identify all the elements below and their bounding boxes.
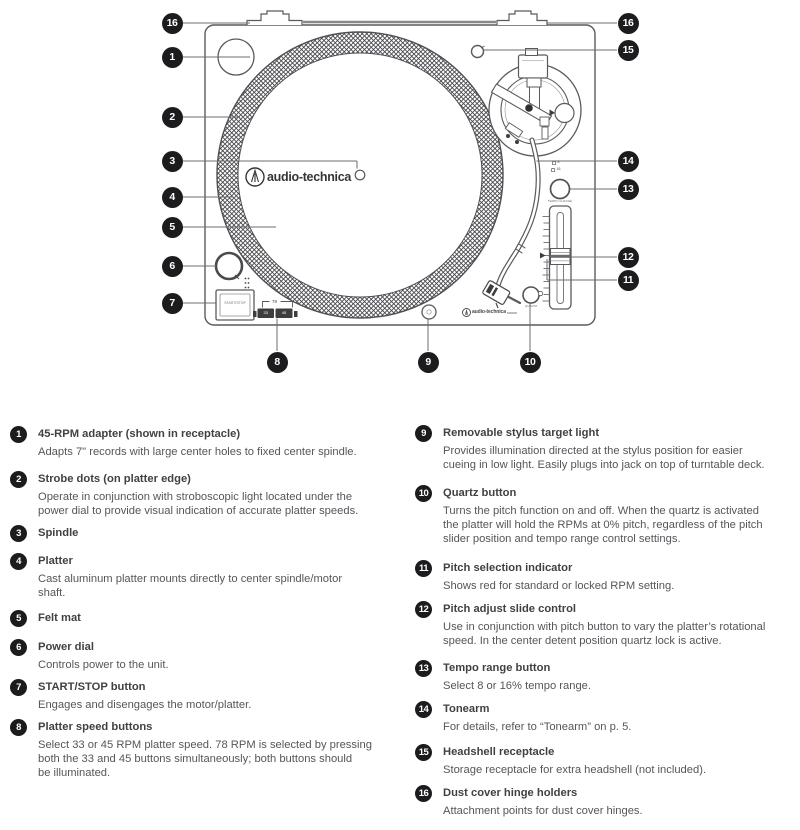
callout-6: 6 <box>162 256 183 277</box>
counterweight <box>555 104 574 123</box>
legend-num-10: 10 <box>415 485 432 502</box>
callout-16-left: 16 <box>162 13 183 34</box>
callout-11: 11 <box>618 270 639 291</box>
callout-4: 4 <box>162 187 183 208</box>
legend-title: Pitch adjust slide control <box>443 603 577 615</box>
legend-item-7 <box>10 681 251 712</box>
legend-title: Platter <box>38 555 73 567</box>
legend-title: Pitch selection indicator <box>443 562 573 574</box>
tempo-16-label: 16 <box>556 167 561 171</box>
legend-item-14 <box>415 703 631 734</box>
legend-body: Provides illumination directed at the stylus position for easier cueing in low light. Easily plugs into jack on top of turntable deck. <box>443 445 765 471</box>
tempo-change-label: TEMPO CHANGE <box>547 199 573 203</box>
legend-body: Turns the pitch function on and off. When the quartz is activated the platter will hold the RPMs at 0% pitch, regardless of the pitch slider position and tempo range control settings. <box>443 505 763 545</box>
legend-body: Cast aluminum platter mounts directly to center spindle/motor shaft. <box>38 573 343 599</box>
legend-num-12: 12 <box>415 601 432 618</box>
legend-body: Controls power to the unit. <box>38 659 169 671</box>
legend-num-5: 5 <box>10 610 27 627</box>
callout-8: 8 <box>267 352 288 373</box>
legend-title: 45-RPM adapter (shown in receptacle) <box>38 428 241 440</box>
legend-num-16: 16 <box>415 785 432 802</box>
callout-12: 12 <box>618 247 639 268</box>
legend-num-7: 7 <box>10 679 27 696</box>
legend-item-6 <box>10 641 169 672</box>
callout-1: 1 <box>162 47 183 68</box>
label-45: 45 <box>281 310 287 315</box>
legend-item-2 <box>10 473 358 518</box>
label-33: 33 <box>263 310 268 315</box>
legend-title: Strobe dots (on platter edge) <box>38 473 191 485</box>
legend-item-4 <box>10 555 342 600</box>
callout-3: 3 <box>162 151 183 172</box>
legend-title: Dust cover hinge holders <box>443 787 578 799</box>
legend-body: Select 8 or 16% tempo range. <box>443 680 592 692</box>
legend-num-3: 3 <box>10 525 27 542</box>
headshell-receptacle <box>472 46 485 58</box>
stylus-light-jack <box>422 305 436 319</box>
legend-num-14: 14 <box>415 701 432 718</box>
callout-7: 7 <box>162 293 183 314</box>
legend-item-12 <box>415 603 765 648</box>
legend-num-11: 11 <box>415 560 432 577</box>
legend-num-1: 1 <box>10 426 27 443</box>
legend-body: Use in conjunction with pitch button to vary the platter’s rotational speed. In the center detent position quartz lock is active. <box>443 621 766 647</box>
legend-item-16 <box>415 787 643 818</box>
legend-num-2: 2 <box>10 471 27 488</box>
legend-body: Operate in conjunction with stroboscopic light located under the power dial to provide visual indication of accurate platter speeds. <box>38 491 359 517</box>
turntable-diagram <box>0 0 800 410</box>
legend-title: Headshell receptacle <box>443 746 555 758</box>
legend-body: Select 33 or 45 RPM platter speed. 78 RPM is selected by pressing both the 33 and 45 buttons simultaneously; both buttons should be illuminated. <box>38 739 372 779</box>
legend-num-4: 4 <box>10 553 27 570</box>
legend-title: Spindle <box>38 527 79 539</box>
start-stop-label: START/STOP <box>224 301 246 305</box>
legend-item-3 <box>10 527 78 540</box>
legend-body: Engages and disengages the motor/platter. <box>38 699 252 711</box>
legend-num-13: 13 <box>415 660 432 677</box>
legend-title: Platter speed buttons <box>38 721 153 733</box>
callout-15: 15 <box>618 40 639 61</box>
legend-item-1 <box>10 428 357 459</box>
legend-item-10 <box>415 487 763 546</box>
legend-num-9: 9 <box>415 425 432 442</box>
deck-wordmark: audio-technica <box>472 309 506 315</box>
legend-item-5 <box>10 612 81 625</box>
legend-title: Removable stylus target light <box>443 427 600 439</box>
legend-title: Tonearm <box>443 703 490 715</box>
legend-body: Shows red for standard or locked RPM setting. <box>443 580 675 592</box>
callout-14: 14 <box>618 151 639 172</box>
label-78: 78 <box>271 298 277 304</box>
legend-item-11 <box>415 562 674 593</box>
legend-title: START/STOP button <box>38 681 146 693</box>
legend-item-8 <box>10 721 372 780</box>
callout-10: 10 <box>520 352 541 373</box>
audio-technica-wordmark: audio-technica <box>267 170 352 184</box>
legend-body: Storage receptacle for extra headshell (not included). <box>443 764 707 776</box>
legend-item-13 <box>415 662 591 693</box>
turntable-line-art <box>0 0 800 410</box>
legend-num-8: 8 <box>10 719 27 736</box>
dust-cover-hinges <box>247 11 547 25</box>
tempo-8-label: 8 <box>557 160 560 164</box>
quartz-label: QUARTZ <box>524 304 538 308</box>
legend-num-15: 15 <box>415 744 432 761</box>
callout-13: 13 <box>618 179 639 200</box>
legend-body: For details, refer to “Tonearm” on p. 5. <box>443 721 632 733</box>
legend-title: Felt mat <box>38 612 81 624</box>
callout-5: 5 <box>162 217 183 238</box>
callout-2: 2 <box>162 107 183 128</box>
legend-item-15 <box>415 746 706 777</box>
legend-num-6: 6 <box>10 639 27 656</box>
legend-title: Tempo range button <box>443 662 551 674</box>
legend-title: Quartz button <box>443 487 517 499</box>
callout-16-right: 16 <box>618 13 639 34</box>
callout-9: 9 <box>418 352 439 373</box>
spindle <box>355 170 365 180</box>
audio-technica-logo-mark <box>246 168 264 186</box>
legend-item-9 <box>415 427 765 472</box>
legend-body: Adapts 7" records with large center holes to fixed center spindle. <box>38 446 357 458</box>
legend-body: Attachment points for dust cover hinges. <box>443 805 643 817</box>
legend-title: Power dial <box>38 641 94 653</box>
